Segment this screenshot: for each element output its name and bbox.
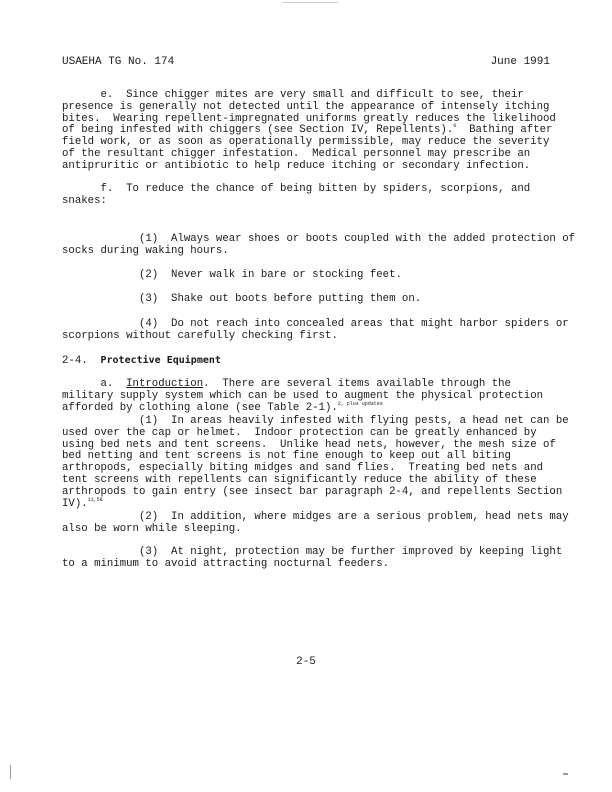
paragraph-title: Introduction	[126, 378, 204, 390]
text-line: socks during waking hours.	[62, 244, 229, 257]
reference-superscript: 6	[453, 123, 457, 130]
section-number: 2-4.	[62, 355, 88, 367]
text-line: (4) Do not reach into concealed areas that might harbor spiders or	[62, 318, 569, 330]
text-line: f. To reduce the chance of being bitten by spiders, scorpions, and	[62, 183, 531, 195]
scan-artifact	[283, 2, 338, 3]
text-line: scorpions without carefully checking first.	[62, 329, 338, 342]
scan-artifact	[10, 765, 11, 779]
paragraph-e	[62, 90, 556, 173]
section-title: Protective Equipment	[100, 355, 221, 366]
text-segment: of being infested with chiggers (see Section IV, Repellents).	[62, 124, 454, 137]
text-line: (1) In areas heavily infested with flying pests, a head net can be	[62, 415, 569, 427]
text-line: to a minimum to avoid attracting nocturnal feeders.	[62, 557, 390, 570]
f-item-3	[62, 294, 421, 306]
text-line: using bed nets and tent screens. Unlike head nets, however, the mesh size of	[62, 438, 556, 451]
paragraph-a	[62, 379, 543, 414]
text-line: (3) At night, protection may be further improved by keeping light	[62, 546, 563, 558]
text-segment: afforded by clothing alone (see Table 2-1).	[62, 401, 338, 414]
text-line: e. Since chigger mites are very small and difficult to see, their	[62, 89, 524, 101]
header-date: June 1991	[490, 56, 550, 68]
text-line: (2) Never walk in bare or stocking feet.	[62, 269, 402, 281]
text-line: (3) Shake out boots before putting them on.	[62, 293, 422, 305]
text-line: used over the cap or helmet. Indoor protection can be greatly enhanced by	[62, 426, 537, 439]
reference-superscript: 11,58	[87, 496, 103, 503]
text-line: presence is generally not detected until the appearance of intensely itching	[62, 100, 550, 113]
text-line: arthropods, especially biting midges and sand flies. Treating bed nets and	[62, 462, 544, 475]
text-line: (2) In addition, where midges are a serious problem, head nets may	[62, 511, 569, 523]
page-number: 2-5	[296, 656, 316, 668]
f-item-1	[62, 234, 575, 258]
text-line	[62, 496, 569, 511]
text-line: bites. Wearing repellent-impregnated uniforms greatly reduces the likelihood	[62, 112, 556, 125]
text-segment: . There are several items available through the	[203, 378, 511, 390]
reference-superscript: 2, plus updates	[337, 400, 383, 407]
text-line: of the resultant chigger infestation. Medical personnel may prescribe an	[62, 147, 531, 160]
text-line: tent screens with repellents can significantly reduce the ability of these	[62, 473, 537, 486]
text-line: bed netting and tent screens is not fine enough to keep out all biting	[62, 450, 511, 463]
section-heading	[62, 355, 221, 368]
text-segment: IV).	[62, 497, 88, 510]
f-item-2	[62, 270, 402, 282]
text-line: military supply system which can be used to augment the physical protection	[62, 389, 544, 402]
header-doc-id: USAEHA TG No. 174	[62, 56, 175, 68]
scan-artifact	[563, 773, 568, 775]
text-line: field work, or as soon as operationally permissible, may reduce the severity	[62, 136, 550, 149]
a-item-3	[62, 547, 562, 571]
text-segment: Bathing after	[456, 124, 553, 137]
text-segment: a.	[62, 378, 127, 390]
text-line: (1) Always wear shoes or boots coupled with the added protection of	[62, 233, 576, 245]
f-item-4	[62, 319, 569, 343]
text-line: also be worn while sleeping.	[62, 522, 242, 535]
text-line: antipruritic or antibiotic to help reduce itching or secondary infection.	[62, 159, 531, 172]
paragraph-f	[62, 184, 530, 208]
a-item-2	[62, 512, 569, 536]
text-line: arthropods to gain entry (see insect bar paragraph 2-4, and repellents Section	[62, 485, 563, 498]
text-line	[62, 400, 543, 415]
a-item-1	[62, 416, 569, 510]
text-line: snakes:	[62, 194, 107, 207]
